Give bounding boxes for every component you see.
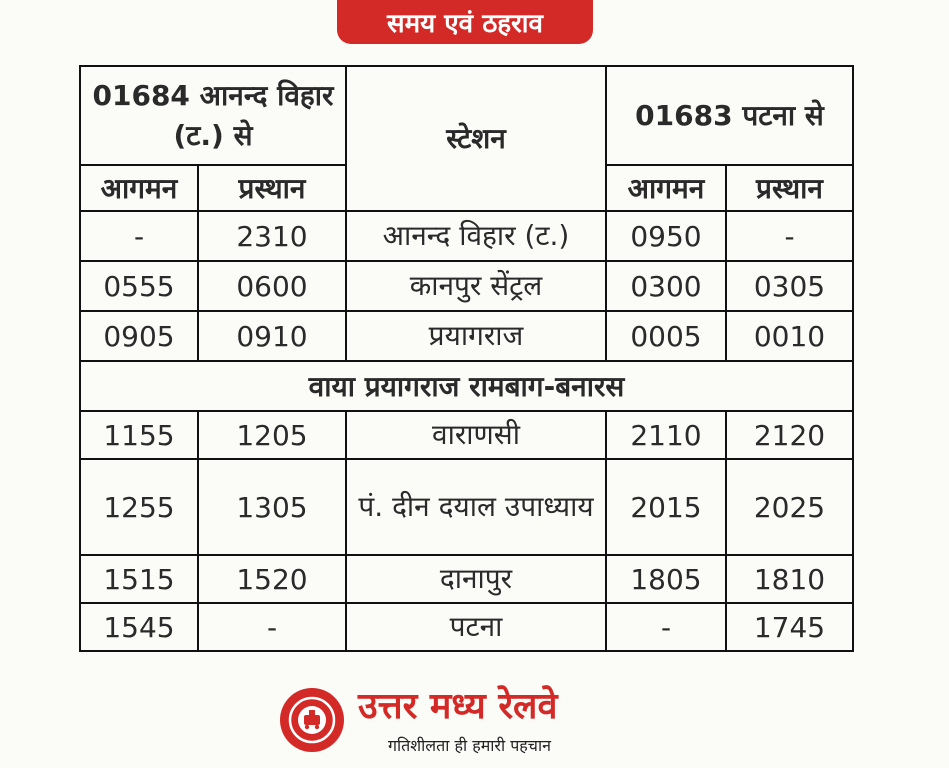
right-arrival-cell: 0950 [606,211,726,261]
table-row [80,211,853,261]
timetable [79,65,854,652]
left-departure-cell: 1205 [198,411,346,459]
right-departure-header: प्रस्थान [726,165,853,211]
right-arrival-cell: - [606,603,726,651]
indian-railways-emblem-icon [280,688,344,752]
footer-logo [280,684,680,754]
title-badge [337,0,593,44]
table-row [80,555,853,603]
station-cell: दानापुर [346,555,606,603]
left-arrival-cell: 1255 [80,459,198,555]
left-departure-cell: 2310 [198,211,346,261]
station-cell: कानपुर सेंट्रल [346,261,606,311]
brand-name: उत्तर मध्य रेलवे [358,686,558,727]
station-header: स्टेशन [346,66,606,211]
table-row [80,311,853,361]
table-row [80,459,853,555]
right-departure-cell: 1745 [726,603,853,651]
page-title: समय एवं ठहराव [387,9,543,39]
left-departure-cell: 0600 [198,261,346,311]
right-departure-cell: - [726,211,853,261]
left-departure-cell: 1305 [198,459,346,555]
left-train-header: 01684 आनन्द विहार (ट.) से [80,66,346,165]
right-departure-cell: 0305 [726,261,853,311]
table-row [80,603,853,651]
left-arrival-cell: 1545 [80,603,198,651]
right-departure-cell: 2120 [726,411,853,459]
left-arrival-cell: - [80,211,198,261]
left-departure-cell: - [198,603,346,651]
brand-tagline: गतिशीलता ही हमारी पहचान [388,736,551,755]
left-arrival-cell: 0555 [80,261,198,311]
station-cell: पटना [346,603,606,651]
right-arrival-cell: 2110 [606,411,726,459]
station-cell: प्रयागराज [346,311,606,361]
station-cell: आनन्द विहार (ट.) [346,211,606,261]
left-departure-header: प्रस्थान [198,165,346,211]
right-departure-cell: 0010 [726,311,853,361]
station-cell: वाराणसी [346,411,606,459]
station-cell: पं. दीन दयाल उपाध्याय [346,459,606,555]
right-departure-cell: 1810 [726,555,853,603]
right-arrival-cell: 0300 [606,261,726,311]
table-row [80,261,853,311]
right-departure-cell: 2025 [726,459,853,555]
left-arrival-header: आगमन [80,165,198,211]
left-arrival-cell: 1155 [80,411,198,459]
table-row [80,411,853,459]
left-departure-cell: 0910 [198,311,346,361]
right-arrival-cell: 0005 [606,311,726,361]
right-train-header: 01683 पटना से [606,66,853,165]
right-arrival-cell: 1805 [606,555,726,603]
left-departure-cell: 1520 [198,555,346,603]
right-arrival-header: आगमन [606,165,726,211]
via-route-row: वाया प्रयागराज रामबाग-बनारस [80,361,853,411]
left-arrival-cell: 0905 [80,311,198,361]
left-arrival-cell: 1515 [80,555,198,603]
right-arrival-cell: 2015 [606,459,726,555]
